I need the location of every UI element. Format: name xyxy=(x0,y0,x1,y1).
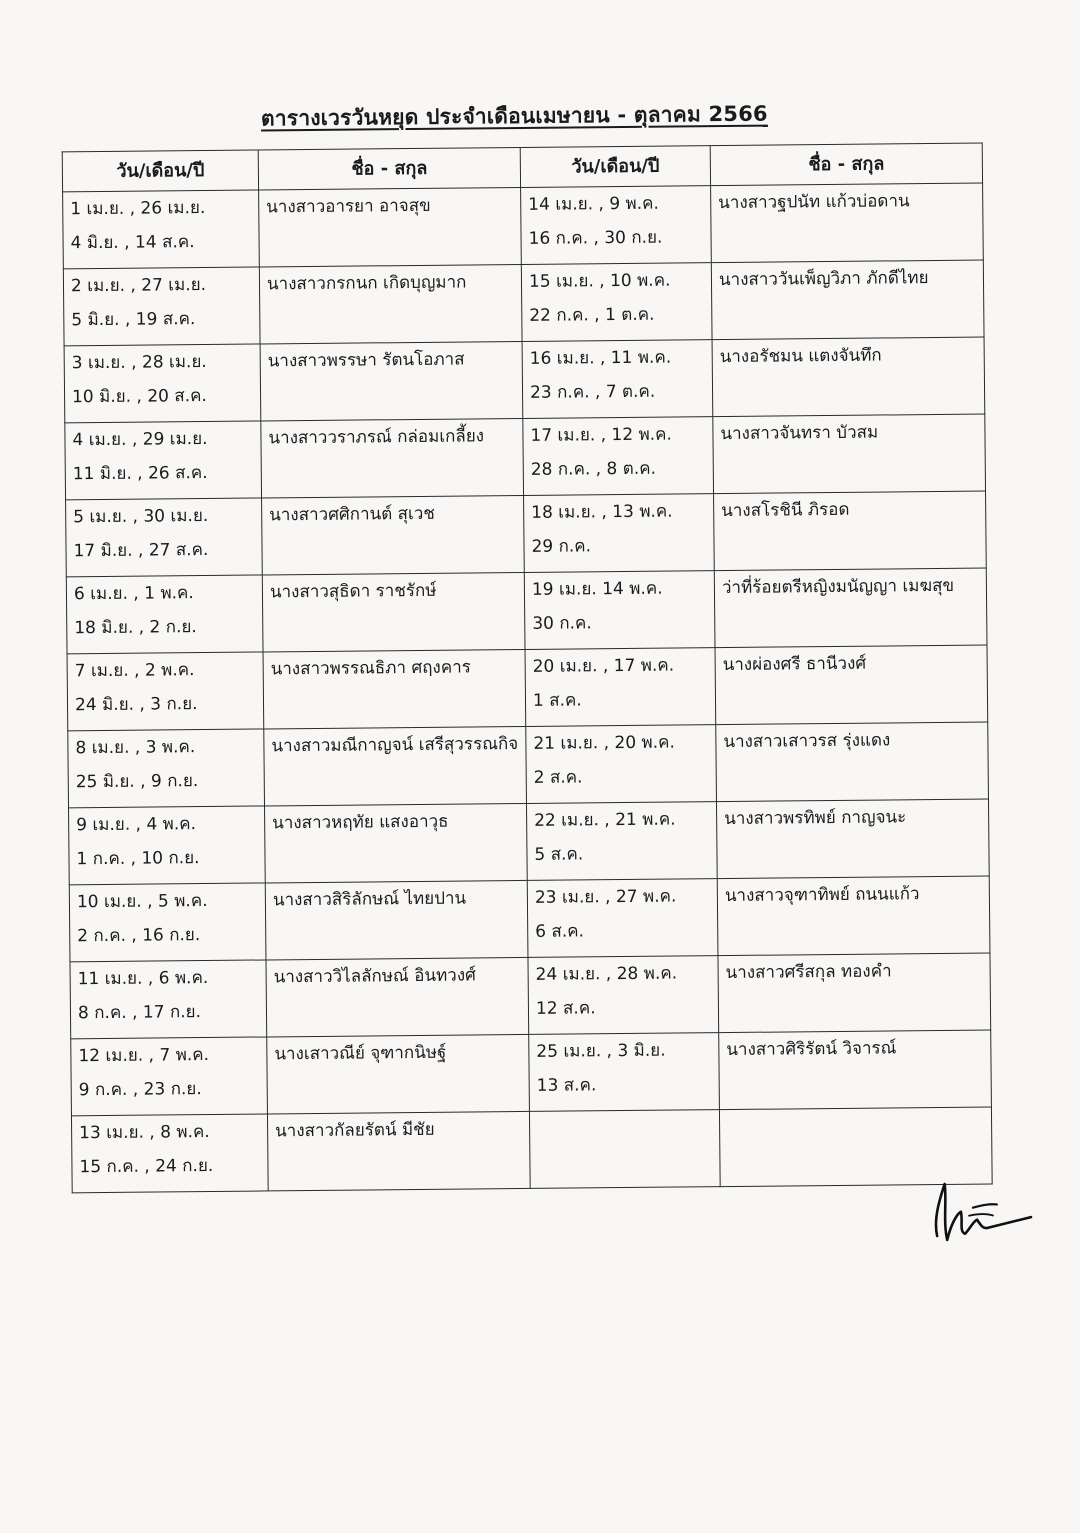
left-dates-cell: 7 เม.ย. , 2 พ.ค. 24 มิ.ย. , 3 ก.ย. xyxy=(67,652,264,731)
right-dates-cell: 22 เม.ย. , 21 พ.ค. 5 ส.ค. xyxy=(526,802,717,881)
left-dates-cell: 3 เม.ย. , 28 เม.ย. 10 มิ.ย. , 20 ส.ค. xyxy=(64,344,261,423)
left-dates-cell: 4 เม.ย. , 29 เม.ย. 11 มิ.ย. , 26 ส.ค. xyxy=(65,421,262,500)
left-dates-cell: 9 เม.ย. , 4 พ.ค. 1 ก.ค. , 10 ก.ย. xyxy=(69,806,266,885)
right-dates-cell: 17 เม.ย. , 12 พ.ค. 28 ก.ค. , 8 ต.ค. xyxy=(523,417,714,496)
left-name-cell: นางสาวพรรณธิภา ศฤงคาร xyxy=(263,649,526,729)
right-name-cell: ว่าที่ร้อยตรีหญิงมนัญญา เมฆสุข xyxy=(714,568,987,648)
right-name-cell: นางสาวศิริรัตน์ วิจารณ์ xyxy=(719,1030,992,1110)
left-dates-cell: 2 เม.ย. , 27 เม.ย. 5 มิ.ย. , 19 ส.ค. xyxy=(63,267,260,346)
right-name-cell: นางสาววันเพ็ญวิภา ภักดีไทย xyxy=(711,260,984,340)
table-row xyxy=(66,491,987,577)
table-row xyxy=(71,1030,992,1116)
table-body xyxy=(63,183,993,1193)
left-dates-cell: 8 เม.ย. , 3 พ.ค. 25 มิ.ย. , 9 ก.ย. xyxy=(68,729,265,808)
right-dates-cell: 23 เม.ย. , 27 พ.ค. 6 ส.ค. xyxy=(527,879,718,958)
right-name-cell: นางสโรชินี ภิรอด xyxy=(714,491,987,571)
left-dates-cell: 1 เม.ย. , 26 เม.ย. 4 มิ.ย. , 14 ส.ค. xyxy=(63,190,260,269)
left-dates-cell: 5 เม.ย. , 30 เม.ย. 17 มิ.ย. , 27 ส.ค. xyxy=(66,498,263,577)
left-dates-cell: 11 เม.ย. , 6 พ.ค. 8 ก.ค. , 17 ก.ย. xyxy=(70,960,267,1039)
right-dates-cell: 15 เม.ย. , 10 พ.ค. 22 ก.ค. , 1 ต.ค. xyxy=(521,263,712,342)
right-dates-cell: 19 เม.ย. 14 พ.ค. 30 ก.ค. xyxy=(524,571,715,650)
table-row xyxy=(63,183,984,269)
right-dates-cell-empty xyxy=(529,1110,720,1189)
right-name-cell: นางสาวพรทิพย์ กาญจนะ xyxy=(716,799,989,879)
table-row xyxy=(67,645,988,731)
right-dates-cell: 16 เม.ย. , 11 พ.ค. 23 ก.ค. , 7 ต.ค. xyxy=(522,340,713,419)
left-name-cell: นางสาวหฤทัย แสงอาวุธ xyxy=(265,803,528,883)
table-row xyxy=(65,414,986,500)
right-dates-cell: 20 เม.ย. , 17 พ.ค. 1 ส.ค. xyxy=(525,648,716,727)
right-dates-cell: 24 เม.ย. , 28 พ.ค. 12 ส.ค. xyxy=(528,956,719,1035)
left-dates-cell: 6 เม.ย. , 1 พ.ค. 18 มิ.ย. , 2 ก.ย. xyxy=(66,575,263,654)
left-dates-cell: 12 เม.ย. , 7 พ.ค. 9 ก.ค. , 23 ก.ย. xyxy=(71,1037,268,1116)
left-name-cell: นางเสาวณีย์ จุฑากนิษฐ์ xyxy=(267,1034,530,1114)
left-name-cell: นางสาวศศิกานต์ สุเวช xyxy=(262,495,525,575)
duty-schedule-table xyxy=(62,143,993,1194)
right-name-cell: นางสาวศรีสกุล ทองคำ xyxy=(718,953,991,1033)
table-row xyxy=(64,337,985,423)
page-title: ตารางเวรวันหยุด ประจำเดือนเมษายน - ตุลาคม 2566 xyxy=(260,101,768,131)
right-name-cell: นางสาวจันทรา บัวสม xyxy=(713,414,986,494)
right-name-cell: นางสาวฐปนัท แก้วบ่อดาน xyxy=(711,183,984,263)
table-row xyxy=(69,799,990,885)
left-name-cell: นางสาวมณีกาญจน์ เสรีสุวรรณกิจ xyxy=(264,726,527,806)
left-name-cell: นางสาววราภรณ์ กล่อมเกลี้ยง xyxy=(261,418,524,498)
header-date-left: วัน/เดือน/ปี xyxy=(62,150,258,192)
table-row xyxy=(70,953,991,1039)
left-name-cell: นางสาวกัลยรัตน์ มีชัย xyxy=(267,1111,530,1191)
left-name-cell: นางสาวพรรษา รัตนโอภาส xyxy=(260,341,523,421)
left-dates-cell: 13 เม.ย. , 8 พ.ค. 15 ก.ค. , 24 ก.ย. xyxy=(71,1114,268,1193)
left-dates-cell: 10 เม.ย. , 5 พ.ค. 2 ก.ค. , 16 ก.ย. xyxy=(69,883,266,962)
left-name-cell: นางสาวกรกนก เกิดบุญมาก xyxy=(259,264,522,344)
table-row xyxy=(66,568,987,654)
table-row xyxy=(71,1107,992,1193)
table-row xyxy=(63,260,984,346)
table-row xyxy=(69,876,990,962)
header-name-left: ชื่อ - สกุล xyxy=(258,147,520,190)
left-name-cell: นางสาวสุธิดา ราชรักษ์ xyxy=(262,572,525,652)
header-date-right: วัน/เดือน/ปี xyxy=(520,146,710,188)
right-dates-cell: 14 เม.ย. , 9 พ.ค. 16 ก.ค. , 30 ก.ย. xyxy=(521,186,712,265)
right-name-cell: นางสาวเสาวรส รุ่งแดง xyxy=(716,722,989,802)
left-name-cell: นางสาวอารยา อาจสุข xyxy=(259,187,522,267)
right-name-cell: นางสาวจุฑาทิพย์ ถนนแก้ว xyxy=(717,876,990,956)
left-name-cell: นางสาววิไลลักษณ์ อินทวงศ์ xyxy=(266,957,529,1037)
left-name-cell: นางสาวสิริลักษณ์ ไทยปาน xyxy=(265,880,528,960)
header-name-right: ชื่อ - สกุล xyxy=(710,143,982,186)
right-name-cell: นางอรัชมน แตงจันทึก xyxy=(712,337,985,417)
table-row xyxy=(68,722,989,808)
right-dates-cell: 21 เม.ย. , 20 พ.ค. 2 ส.ค. xyxy=(526,725,717,804)
right-name-cell: นางผ่องศรี ธานีวงศ์ xyxy=(715,645,988,725)
handwritten-signature-icon xyxy=(923,1173,1044,1254)
right-dates-cell: 18 เม.ย. , 13 พ.ค. 29 ก.ค. xyxy=(524,494,715,573)
right-dates-cell: 25 เม.ย. , 3 มิ.ย. 13 ส.ค. xyxy=(529,1033,720,1112)
